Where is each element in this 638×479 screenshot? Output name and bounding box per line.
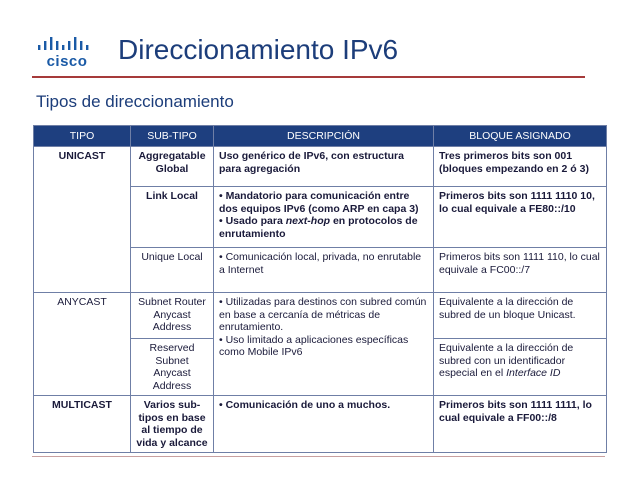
block-aggregatable: Tres primeros bits son 001 (bloques empezando en 2 ó 3)	[434, 147, 607, 187]
cisco-bars-icon	[36, 36, 98, 52]
addressing-types-table	[33, 125, 607, 453]
desc-link-local-pre: • Usado para	[219, 215, 286, 227]
desc-link-local-line2	[219, 215, 428, 240]
desc-anycast-line1: • Utilizadas para destinos con subred común en base a cercanía de métricas de enrutamiento.	[219, 296, 427, 333]
desc-anycast-line2: • Uso limitado a aplicaciones específicas como Mobile IPv6	[219, 333, 409, 358]
table-row	[34, 293, 607, 339]
subtype-link-local: Link Local	[131, 187, 214, 248]
table-row	[34, 396, 607, 453]
table-header-row	[34, 126, 607, 147]
subtype-aggregatable: Aggregatable Global	[131, 147, 214, 187]
block-link-local: Primeros bits son 1111 1110 10, lo cual equivale a FE80::/10	[434, 187, 607, 248]
section-subtitle: Tipos de direccionamiento	[36, 92, 234, 111]
desc-link-local	[214, 187, 434, 248]
block-unique-local: Primeros bits son 1111 110, lo cual equivale a FC00::/7	[434, 248, 607, 293]
bottom-divider	[32, 456, 605, 457]
desc-unique-local: • Comunicación local, privada, no enrutable a Internet	[214, 248, 434, 293]
logo-wordmark: cisco	[46, 53, 88, 70]
desc-link-local-line1: • Mandatorio para comunicación entre dos equipos IPv6 (como ARP en capa 3)	[219, 190, 419, 215]
header-subtype: SUB-TIPO	[131, 126, 214, 147]
header-block: BLOQUE ASIGNADO	[434, 126, 607, 147]
subtype-unique-local: Unique Local	[131, 248, 214, 293]
type-unicast: UNICAST	[34, 147, 131, 293]
block-reserved-em: Interface ID	[506, 367, 561, 379]
block-reserved-text: Equivalente a la dirección de subred con un identificador especial en el	[439, 342, 574, 379]
type-anycast: ANYCAST	[34, 293, 131, 396]
type-multicast: MULTICAST	[34, 396, 131, 453]
subtype-reserved: Reserved Subnet Anycast Address	[131, 339, 214, 396]
desc-multicast: • Comunicación de uno a muchos.	[214, 396, 434, 453]
cisco-logo	[36, 36, 98, 76]
block-reserved	[434, 339, 607, 396]
header-type: TIPO	[34, 126, 131, 147]
block-multicast: Primeros bits son 1111 1111, lo cual equivale a FF00::/8	[434, 396, 607, 453]
table-row	[34, 147, 607, 187]
header-description: DESCRIPCIÓN	[214, 126, 434, 147]
title-divider	[32, 76, 585, 78]
subtype-multicast: Varios sub-tipos en base al tiempo de vida y alcance	[131, 396, 214, 453]
page-title: Direccionamiento IPv6	[118, 34, 399, 65]
block-subnet-router: Equivalente a la dirección de subred de un bloque Unicast.	[434, 293, 607, 339]
desc-anycast	[214, 293, 434, 396]
desc-aggregatable: Uso genérico de IPv6, con estructura para agregación	[214, 147, 434, 187]
subtype-subnet-router: Subnet Router Anycast Address	[131, 293, 214, 339]
desc-link-local-post: en protocolos de enrutamiento	[219, 215, 418, 240]
desc-link-local-em: next-hop	[285, 215, 331, 227]
